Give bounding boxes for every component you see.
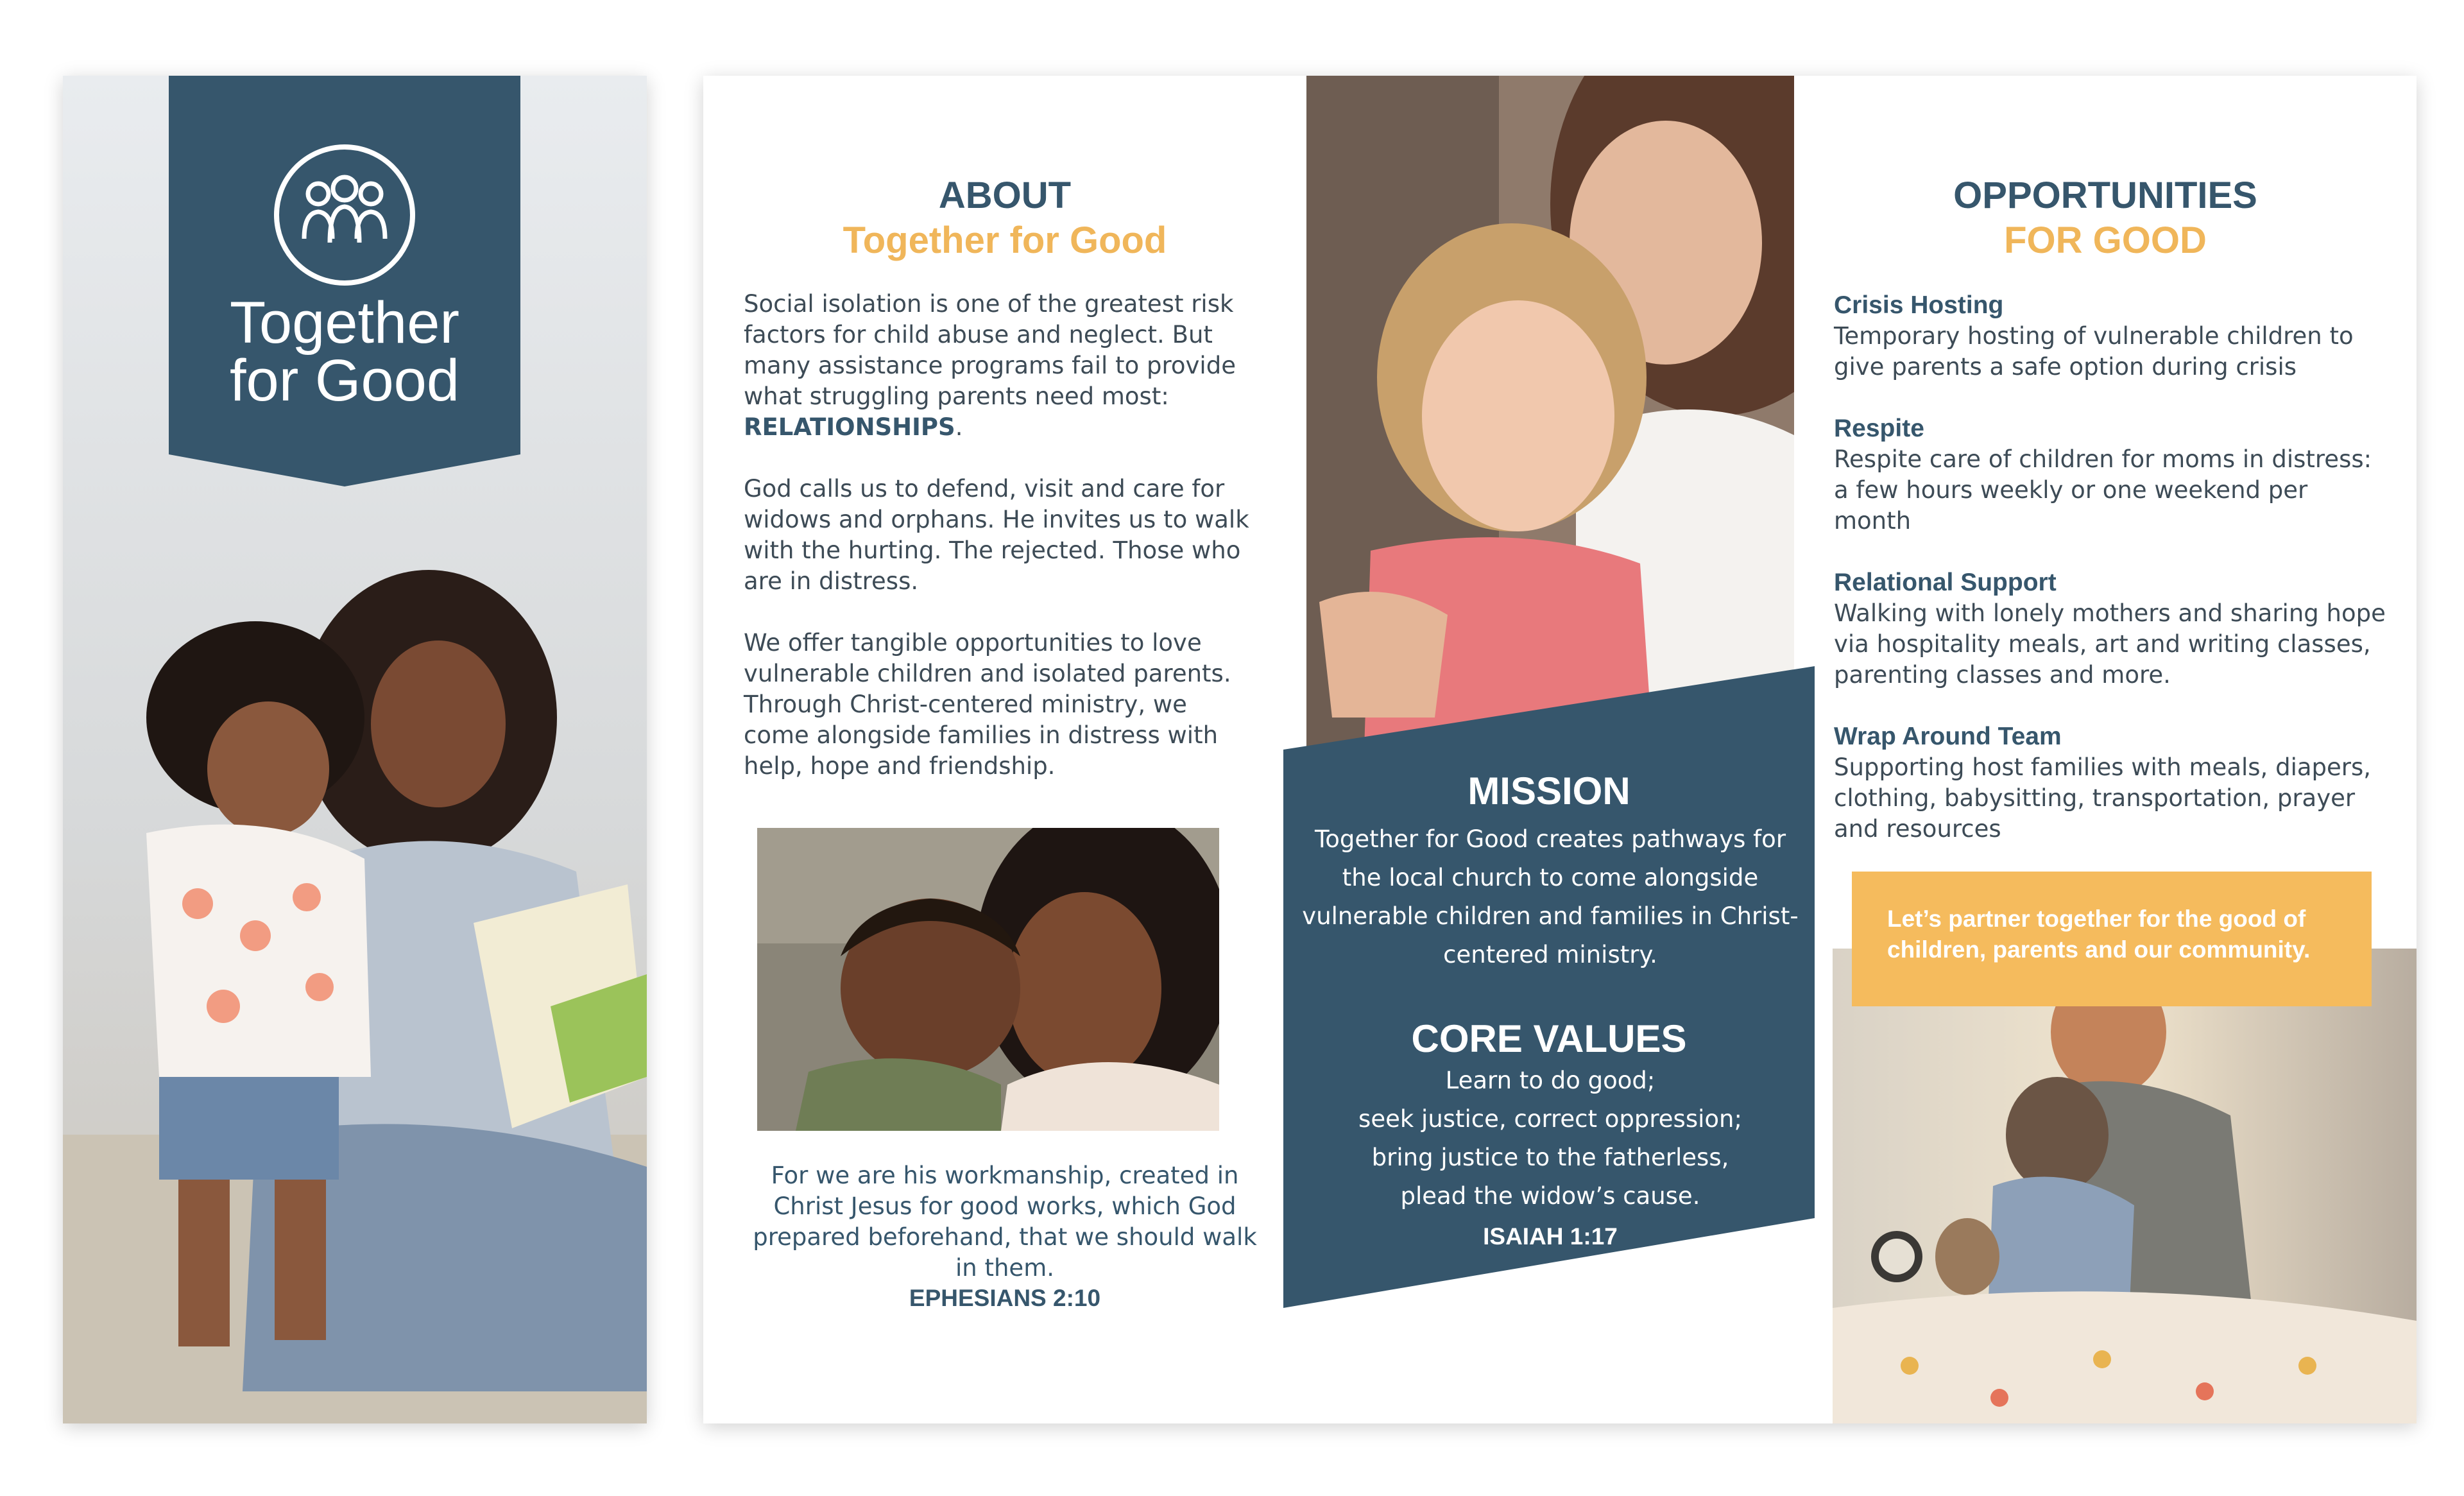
about-paragraph-2: God calls us to defend, visit and care for widows and orphans. He invites us to walk with the hurting. The rejected. Those who are in distress.	[744, 475, 1249, 595]
core-values-line: bring justice to the fatherless,	[1371, 1144, 1729, 1171]
core-values-line: Learn to do good;	[1445, 1067, 1656, 1094]
cover-title	[169, 290, 520, 413]
middle-photo-mother-hugging-girl	[1306, 76, 1794, 750]
about-photo-mother-and-baby	[757, 828, 1219, 1131]
about-text	[744, 289, 1257, 812]
opportunity-description: Walking with lonely mothers and sharing hope via hospitality meals, art and writing classes, parenting classes and more.	[1834, 599, 2386, 689]
about-paragraph-1-text: Social isolation is one of the greatest risk factors for child abuse and neglect. But many assistance programs fail to provide what struggling parents need most:	[744, 290, 1236, 410]
scripture-verse: For we are his workmanship, created in Christ Jesus for good works, which God prepared beforehand, that we should walk in them.	[753, 1162, 1257, 1282]
about-subheading: Together for Good	[843, 219, 1167, 261]
opportunities-column	[1794, 76, 2417, 1423]
about-column	[703, 76, 1306, 1423]
about-heading: ABOUT	[938, 175, 1072, 216]
opportunities-subheading: FOR GOOD	[2004, 219, 2207, 261]
opportunities-photo-mother-hugging-child	[1833, 949, 2417, 1423]
opportunity-title: Relational Support	[1834, 569, 2057, 596]
opportunity-description: Temporary hosting of vulnerable children to give parents a safe option during crisis	[1834, 322, 2354, 381]
mission-text: Together for Good creates pathways for the local church to come alongside vulnerable children and families in Christ-centered ministry.	[1302, 825, 1799, 968]
opportunity-title: Respite	[1834, 415, 1924, 442]
core-values-line: seek justice, correct oppression;	[1358, 1105, 1742, 1133]
core-values-heading: CORE VALUES	[1411, 1017, 1687, 1060]
opportunity-item	[1834, 721, 2386, 845]
cover-title-line2: for Good	[230, 348, 459, 413]
title-banner	[169, 76, 520, 486]
mission-column	[1302, 76, 1799, 1423]
scripture-reference: EPHESIANS 2:10	[909, 1285, 1101, 1311]
opportunity-title: Wrap Around Team	[1834, 723, 2062, 750]
core-values-reference: ISAIAH 1:17	[1483, 1223, 1618, 1250]
relationships-emphasis: RELATIONSHIPS	[744, 413, 955, 441]
opportunity-description: Supporting host families with meals, diapers, clothing, babysitting, transportation, prayer and resources	[1834, 753, 2372, 843]
opportunity-item	[1834, 413, 2386, 537]
about-paragraph-1-end: .	[955, 413, 963, 441]
cover-title-line1: Together	[229, 290, 460, 356]
call-to-action-box: Let’s partner together for the good of children, parents and our community.	[1852, 872, 2372, 1006]
about-paragraph-1	[744, 289, 1257, 443]
about-paragraph-3: We offer tangible opportunities to love vulnerable children and isolated parents. Through Christ-centered ministry, we come alongside families in distress with help, hope and friendship.	[744, 629, 1231, 780]
people-group-icon	[272, 142, 417, 288]
opportunity-description: Respite care of children for moms in distress: a few hours weekly or one weekend per month	[1834, 445, 2372, 535]
core-values-line: plead the widow’s cause.	[1400, 1182, 1700, 1210]
opportunity-item	[1834, 567, 2386, 691]
opportunities-heading: OPPORTUNITIES	[1953, 175, 2257, 216]
brochure-cover	[63, 76, 647, 1423]
opportunity-title: Crisis Hosting	[1834, 291, 2004, 319]
opportunity-item	[1834, 290, 2386, 383]
mission-heading: MISSION	[1467, 769, 1630, 812]
brochure-inside-spread	[703, 76, 2417, 1423]
